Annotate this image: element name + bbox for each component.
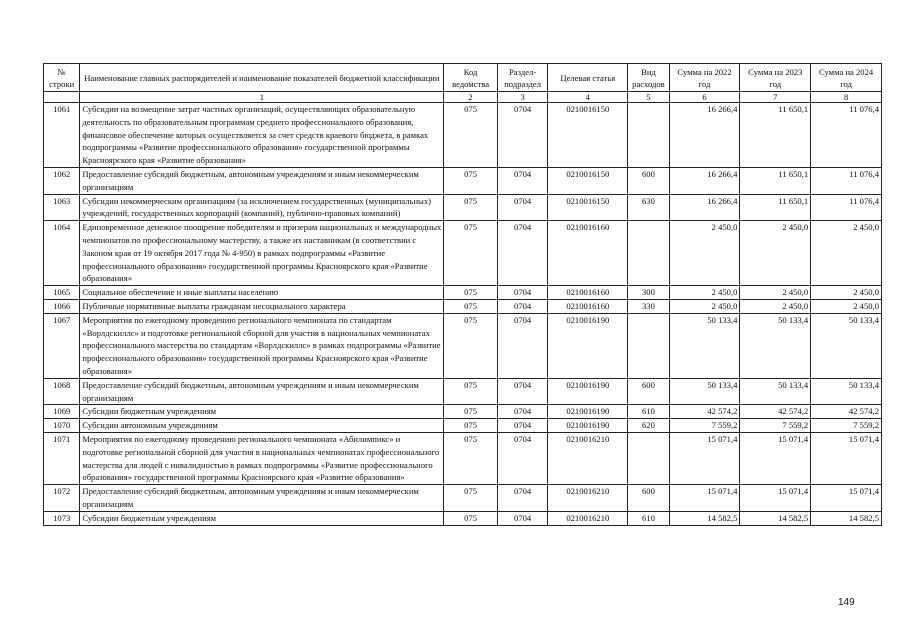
row-sum-2023: 15 071,4 (740, 432, 811, 484)
row-expense-type (628, 432, 669, 484)
row-dept-code: 075 (444, 167, 498, 194)
row-number: 1061 (44, 103, 80, 168)
row-dept-code: 075 (444, 221, 498, 286)
row-sum-2023: 50 133,4 (740, 378, 811, 405)
row-dept-code: 075 (444, 194, 498, 221)
column-index-row (44, 92, 882, 103)
row-section: 0704 (497, 511, 548, 525)
row-expense-type (628, 221, 669, 286)
row-expense-type: 620 (628, 419, 669, 433)
table-row (44, 299, 882, 313)
row-target: 0210016210 (548, 432, 628, 484)
row-dept-code: 075 (444, 313, 498, 378)
row-sum-2024: 50 133,4 (811, 313, 882, 378)
row-expense-type (628, 313, 669, 378)
header-dept-code: Код ведомства (444, 64, 498, 92)
row-dept-code: 075 (444, 299, 498, 313)
row-sum-2022: 50 133,4 (669, 313, 740, 378)
row-expense-type: 600 (628, 485, 669, 512)
row-target: 0210016210 (548, 511, 628, 525)
header-section: Раздел-подраздел (497, 64, 548, 92)
row-name: Мероприятия по ежегодному проведению регионального чемпионата по стандартам «Ворлдскиллс» и подготовке региональной сборной для участия в национальных чемпионатах профессионального мастерства по стандартам «Ворлдскиллс» в рамках подпрограммы «Развитие профессионального образования» государственной программы Красноярского края «Развитие образования» (80, 313, 444, 378)
row-sum-2022: 16 266,4 (669, 167, 740, 194)
row-target: 0210016160 (548, 299, 628, 313)
row-section: 0704 (497, 167, 548, 194)
row-sum-2024: 50 133,4 (811, 378, 882, 405)
column-index (44, 92, 80, 103)
budget-table (43, 63, 882, 526)
row-section: 0704 (497, 194, 548, 221)
table-row (44, 432, 882, 484)
row-sum-2024: 15 071,4 (811, 485, 882, 512)
row-sum-2024: 42 574,2 (811, 405, 882, 419)
table-row (44, 405, 882, 419)
table-row (44, 286, 882, 300)
row-number: 1072 (44, 485, 80, 512)
table-row (44, 419, 882, 433)
column-index: 8 (811, 92, 882, 103)
header-sum-2022: Сумма на 2022 год (669, 64, 740, 92)
row-expense-type: 600 (628, 378, 669, 405)
row-sum-2024: 11 076,4 (811, 167, 882, 194)
column-index: 7 (740, 92, 811, 103)
row-target: 0210016150 (548, 194, 628, 221)
row-sum-2023: 42 574,2 (740, 405, 811, 419)
row-target: 0210016160 (548, 221, 628, 286)
row-sum-2023: 2 450,0 (740, 299, 811, 313)
row-expense-type: 300 (628, 286, 669, 300)
header-name: Наименование главных распорядителей и наименование показателей бюджетной классификации (80, 64, 444, 92)
column-index: 2 (444, 92, 498, 103)
row-sum-2022: 2 450,0 (669, 286, 740, 300)
row-expense-type (628, 103, 669, 168)
row-section: 0704 (497, 313, 548, 378)
row-target: 0210016190 (548, 419, 628, 433)
row-sum-2023: 11 650,1 (740, 167, 811, 194)
row-sum-2022: 50 133,4 (669, 378, 740, 405)
row-sum-2022: 16 266,4 (669, 194, 740, 221)
row-name: Субсидии автономным учреждениям (80, 419, 444, 433)
row-sum-2024: 2 450,0 (811, 286, 882, 300)
row-sum-2023: 14 582,5 (740, 511, 811, 525)
row-number: 1069 (44, 405, 80, 419)
column-index: 6 (669, 92, 740, 103)
row-sum-2023: 2 450,0 (740, 286, 811, 300)
row-sum-2024: 14 582,5 (811, 511, 882, 525)
row-target: 0210016190 (548, 378, 628, 405)
header-row-no: № строки (44, 64, 80, 92)
header-expense-type: Вид расходов (628, 64, 669, 92)
row-sum-2024: 2 450,0 (811, 299, 882, 313)
row-section: 0704 (497, 485, 548, 512)
row-sum-2024: 11 076,4 (811, 194, 882, 221)
row-sum-2022: 2 450,0 (669, 299, 740, 313)
table-header (44, 64, 882, 103)
row-dept-code: 075 (444, 419, 498, 433)
table-row (44, 485, 882, 512)
table-body (44, 103, 882, 526)
row-name: Мероприятия по ежегодному проведению регионального чемпионата «Абилимпикс» и подготовке региональной сборной для участия в национальных чемпионатах профессионального мастерства для людей с инвалидностью в рамках подпрограммы «Развитие профессионального образования» государственной программы Красноярского края «Развитие образования» (80, 432, 444, 484)
table-row (44, 103, 882, 168)
column-index: 4 (548, 92, 628, 103)
page-number: 149 (838, 597, 855, 608)
header-sum-2024: Сумма на 2024 год (811, 64, 882, 92)
row-number: 1065 (44, 286, 80, 300)
row-section: 0704 (497, 419, 548, 433)
row-sum-2022: 42 574,2 (669, 405, 740, 419)
header-target: Целевая статья (548, 64, 628, 92)
row-dept-code: 075 (444, 405, 498, 419)
row-sum-2022: 14 582,5 (669, 511, 740, 525)
row-name: Предоставление субсидий бюджетным, автономным учреждениям и иным некоммерческим организациям (80, 378, 444, 405)
row-sum-2022: 15 071,4 (669, 432, 740, 484)
row-dept-code: 075 (444, 378, 498, 405)
row-number: 1064 (44, 221, 80, 286)
row-name: Публичные нормативные выплаты гражданам несоциального характера (80, 299, 444, 313)
table-row (44, 511, 882, 525)
row-expense-type: 610 (628, 405, 669, 419)
row-sum-2023: 11 650,1 (740, 103, 811, 168)
row-section: 0704 (497, 299, 548, 313)
row-number: 1063 (44, 194, 80, 221)
row-sum-2022: 15 071,4 (669, 485, 740, 512)
row-section: 0704 (497, 378, 548, 405)
row-dept-code: 075 (444, 485, 498, 512)
row-sum-2024: 2 450,0 (811, 221, 882, 286)
row-dept-code: 075 (444, 432, 498, 484)
row-sum-2024: 11 076,4 (811, 103, 882, 168)
table-row (44, 313, 882, 378)
row-sum-2022: 2 450,0 (669, 221, 740, 286)
row-dept-code: 075 (444, 511, 498, 525)
row-target: 0210016150 (548, 103, 628, 168)
row-sum-2024: 7 559,2 (811, 419, 882, 433)
row-target: 0210016190 (548, 313, 628, 378)
row-number: 1062 (44, 167, 80, 194)
row-name: Предоставление субсидий бюджетным, автономным учреждениям и иным некоммерческим организациям (80, 167, 444, 194)
row-expense-type: 610 (628, 511, 669, 525)
row-number: 1068 (44, 378, 80, 405)
row-sum-2023: 11 650,1 (740, 194, 811, 221)
column-index: 3 (497, 92, 548, 103)
table-row (44, 194, 882, 221)
row-target: 0210016190 (548, 405, 628, 419)
row-sum-2023: 2 450,0 (740, 221, 811, 286)
row-number: 1067 (44, 313, 80, 378)
row-number: 1066 (44, 299, 80, 313)
header-sum-2023: Сумма на 2023 год (740, 64, 811, 92)
row-target: 0210016160 (548, 286, 628, 300)
row-dept-code: 075 (444, 286, 498, 300)
row-target: 0210016150 (548, 167, 628, 194)
row-sum-2023: 50 133,4 (740, 313, 811, 378)
row-name: Субсидии бюджетным учреждениям (80, 405, 444, 419)
row-section: 0704 (497, 286, 548, 300)
row-number: 1070 (44, 419, 80, 433)
column-index: 1 (80, 92, 444, 103)
row-number: 1073 (44, 511, 80, 525)
table-row (44, 378, 882, 405)
table-row (44, 167, 882, 194)
row-sum-2023: 7 559,2 (740, 419, 811, 433)
row-section: 0704 (497, 221, 548, 286)
row-name: Предоставление субсидий бюджетным, автономным учреждениям и иным некоммерческим организациям (80, 485, 444, 512)
row-name: Субсидии на возмещение затрат частных организаций, осуществляющих образовательную деятельность по образовательным программам среднего профессионального образования, финансовое обеспечение которых осуществляется за счет средств краевого бюджета, в рамках подпрограммы «Развитие профессионального образования» государственной программы Красноярского края «Развитие образования» (80, 103, 444, 168)
table-row (44, 221, 882, 286)
column-index: 5 (628, 92, 669, 103)
row-section: 0704 (497, 432, 548, 484)
row-expense-type: 630 (628, 194, 669, 221)
row-sum-2022: 7 559,2 (669, 419, 740, 433)
row-section: 0704 (497, 103, 548, 168)
row-name: Субсидии бюджетным учреждениям (80, 511, 444, 525)
row-name: Социальное обеспечение и иные выплаты населению (80, 286, 444, 300)
row-section: 0704 (497, 405, 548, 419)
row-name: Единовременное денежное поощрение победителям и призерам национальных и международных чемпионатов по профессиональному мастерству, а также их наставникам (в соответствии с Законом края от 19 октября 2017 года № 4-950) в рамках подпрограммы «Развитие профессионального образования» государственной программы Красноярского края «Развитие образования» (80, 221, 444, 286)
row-sum-2023: 15 071,4 (740, 485, 811, 512)
row-expense-type: 600 (628, 167, 669, 194)
row-sum-2022: 16 266,4 (669, 103, 740, 168)
row-number: 1071 (44, 432, 80, 484)
row-sum-2024: 15 071,4 (811, 432, 882, 484)
row-expense-type: 330 (628, 299, 669, 313)
row-name: Субсидии некоммерческим организациям (за исключением государственных (муниципальных) учреждений, государственных корпораций (компаний), публично-правовых компаний) (80, 194, 444, 221)
row-dept-code: 075 (444, 103, 498, 168)
row-target: 0210016210 (548, 485, 628, 512)
